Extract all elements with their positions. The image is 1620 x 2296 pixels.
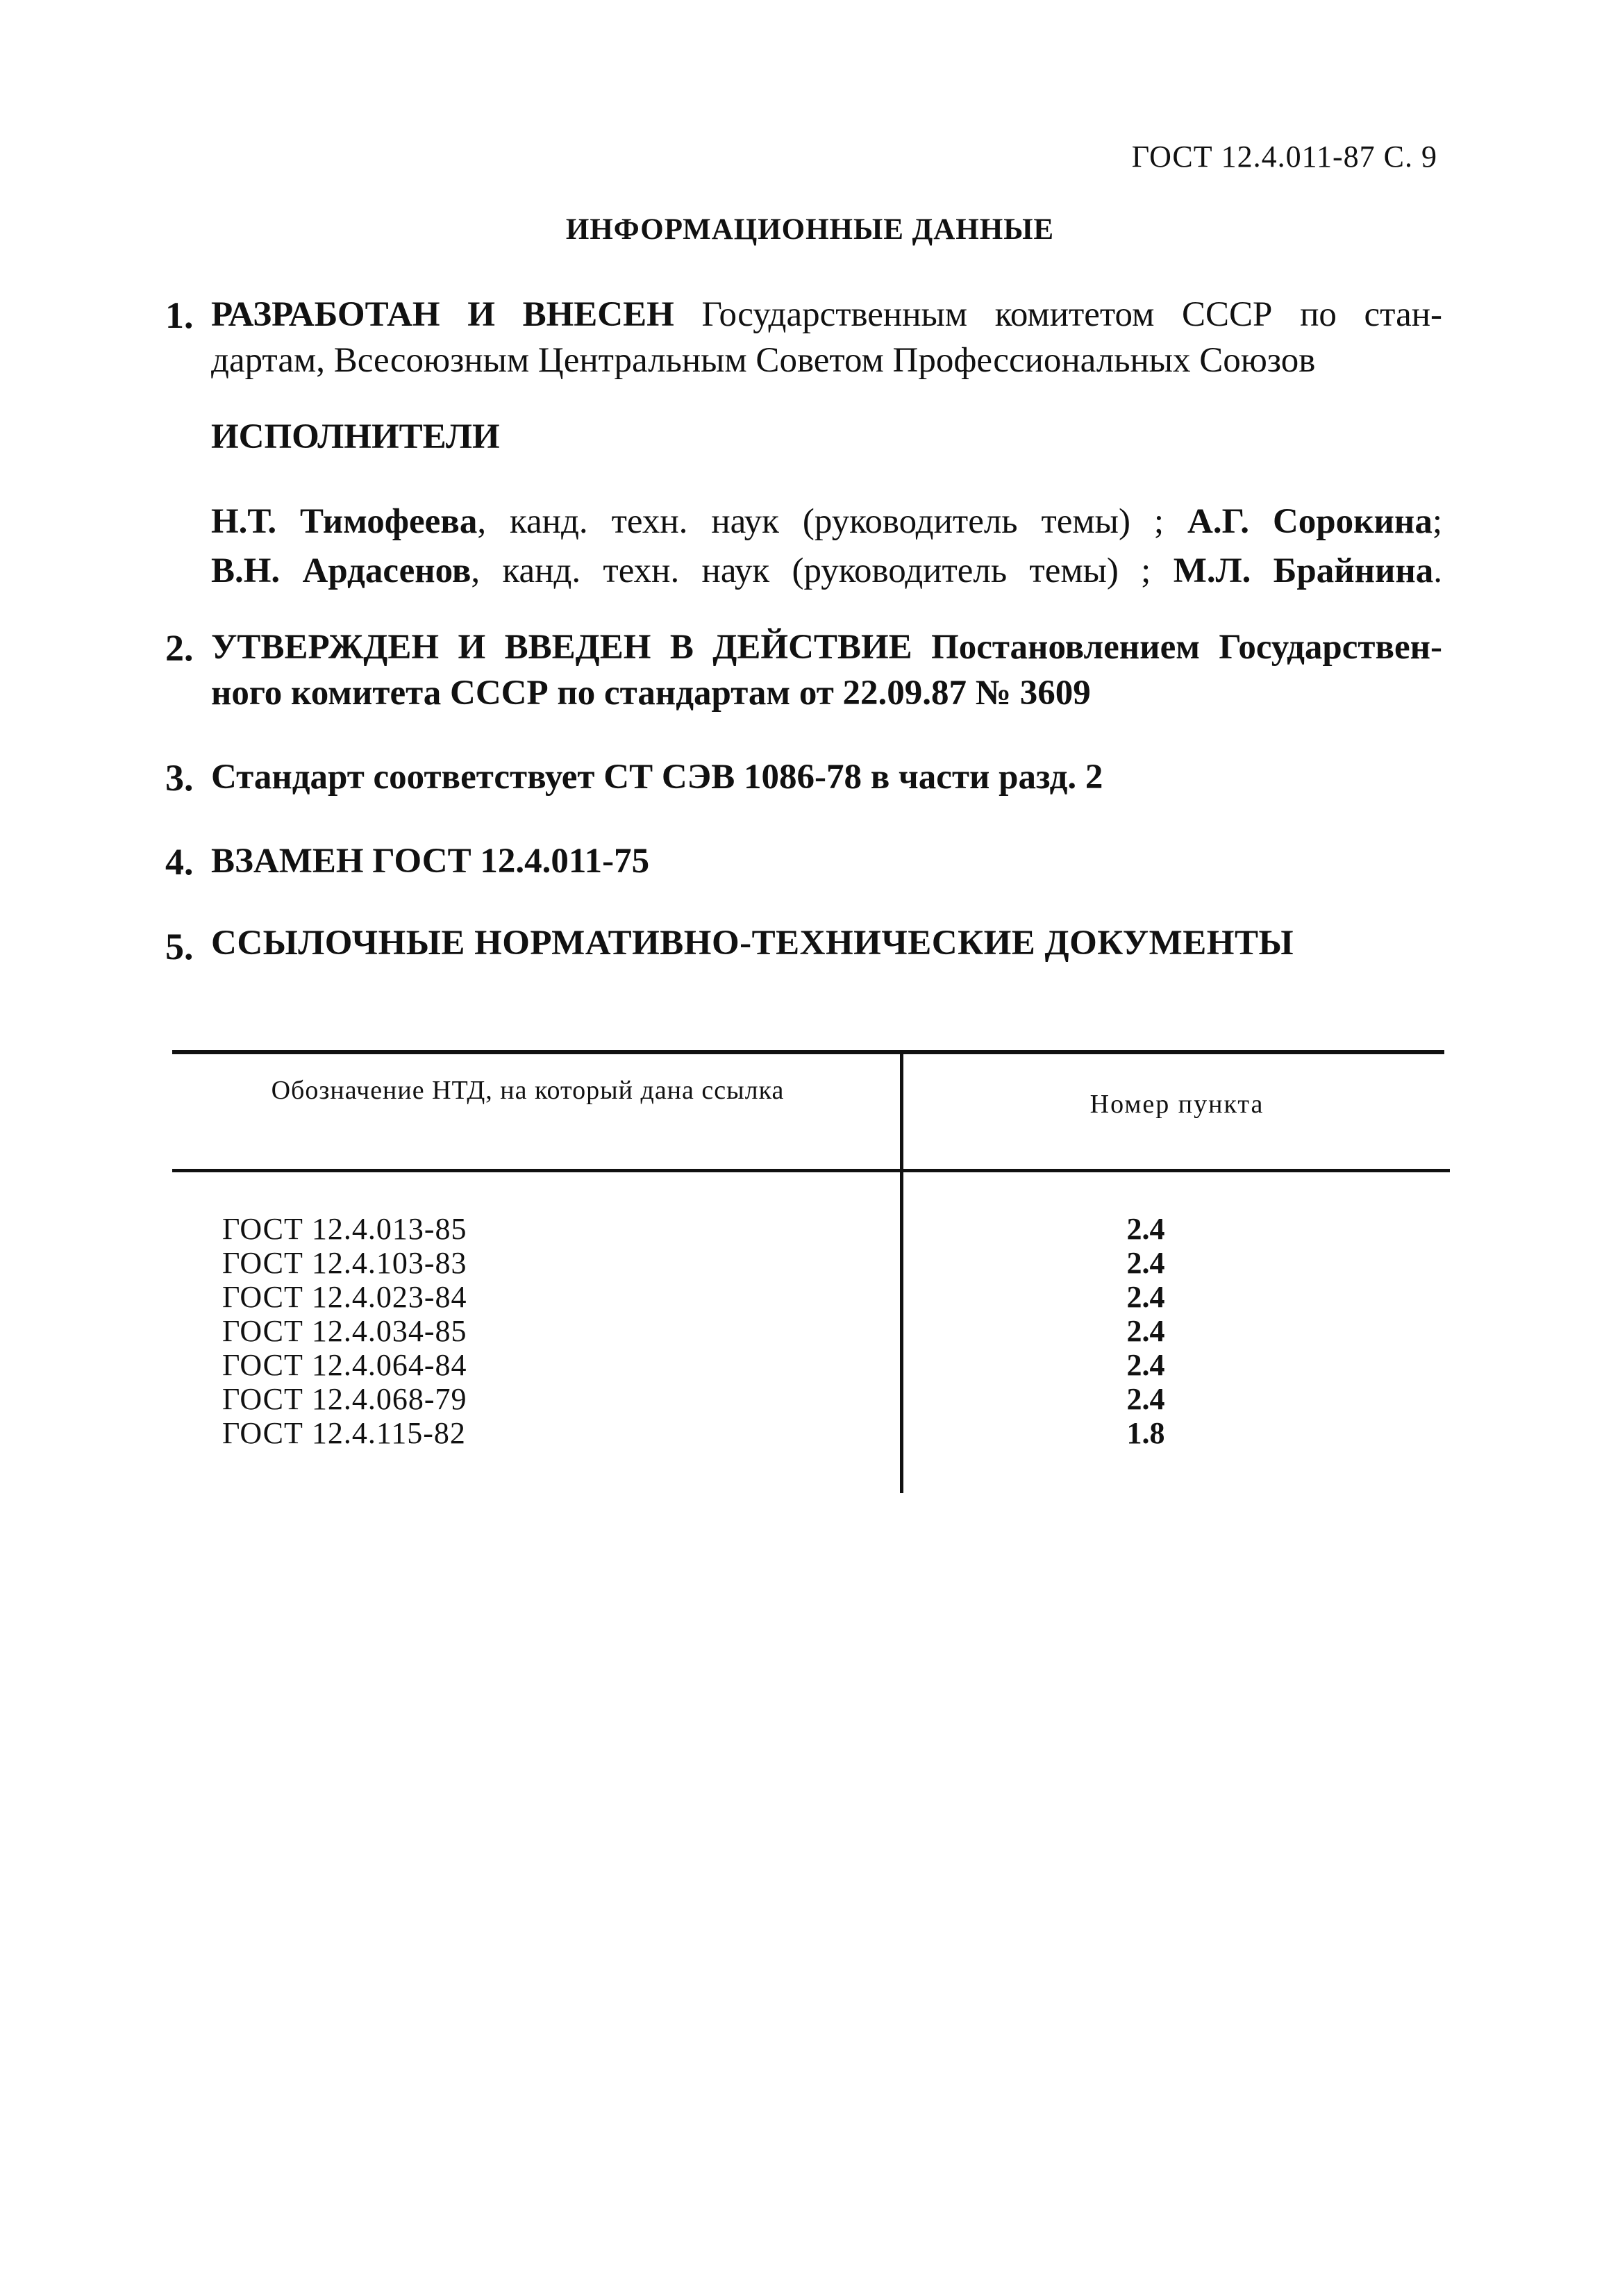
table-cell-clause: 2.4 <box>1126 1382 1165 1416</box>
item-4-text: ВЗАМЕН ГОСТ 12.4.011-75 <box>211 842 650 881</box>
item-2-line-1-rest: Постановлением Государствен- <box>912 628 1442 667</box>
table-header-rule <box>172 1169 1450 1172</box>
item-5-text: ССЫЛОЧНЫЕ НОРМАТИВНО-ТЕХНИЧЕСКИЕ ДОКУМЕНТЫ <box>211 924 1294 963</box>
executor-role-3: , канд. техн. наук (руководитель темы) ; <box>471 551 1174 590</box>
table-cell-clause: 2.4 <box>1126 1314 1165 1348</box>
table-cell-clause: 2.4 <box>1126 1280 1165 1314</box>
table-row <box>0 1314 1620 1348</box>
table-top-rule <box>172 1050 1444 1054</box>
item-1-line-1-rest: Государственным комитетом СССР по стан- <box>674 295 1442 334</box>
item-4-number: 4. <box>165 841 194 883</box>
executor-name-3: В.Н. Ардасенов <box>211 551 471 590</box>
table-header-clause: Номер пункта <box>1089 1090 1264 1119</box>
item-3-text: Стандарт соответствует СТ СЭВ 1086-78 в части разд. 2 <box>211 758 1103 797</box>
item-1-line-1 <box>211 292 1442 338</box>
item-5-number: 5. <box>165 926 194 967</box>
document-title: ИНФОРМАЦИОННЫЕ ДАННЫЕ <box>565 213 1055 246</box>
item-2-bold: УТВЕРЖДЕН И ВВЕДЕН В ДЕЙСТВИЕ <box>211 628 912 667</box>
executor-name-4: М.Л. Брайнина <box>1173 551 1434 590</box>
table-body <box>0 1212 1620 1450</box>
table-cell-clause: 2.4 <box>1126 1348 1165 1382</box>
table-cell-document: ГОСТ 12.4.068-79 <box>222 1382 467 1416</box>
executor-role-1: , канд. техн. наук (руководитель темы) ; <box>477 502 1187 541</box>
item-1-bold: РАЗРАБОТАН И ВНЕСЕН <box>211 295 674 334</box>
executor-name-2: А.Г. Сорокина <box>1187 502 1433 541</box>
item-2-text <box>211 624 1442 716</box>
executors-line-2: В.Н. Ардасенов, канд. техн. наук (руководитель темы) ; М.Л. Брайнина. <box>211 551 1443 590</box>
executor-name-1: Н.Т. Тимофеева <box>211 502 478 541</box>
item-1-line-2: дартам, Всесоюзным Центральным Советом Профессиональных Союзов <box>211 341 1316 380</box>
table-cell-document: ГОСТ 12.4.115-82 <box>222 1416 466 1450</box>
table-cell-clause: 2.4 <box>1126 1212 1165 1246</box>
item-2-number: 2. <box>165 627 194 669</box>
item-1-text <box>211 292 1442 383</box>
executors-line-1: Н.Т. Тимофеева, канд. техн. наук (руководитель темы) ; А.Г. Сорокина; <box>211 502 1442 541</box>
item-1-number: 1. <box>165 294 194 336</box>
item-3-number: 3. <box>165 757 194 799</box>
table-row <box>0 1212 1620 1246</box>
table-cell-clause: 2.4 <box>1126 1246 1165 1280</box>
page-header: ГОСТ 12.4.011-87 С. 9 <box>1131 140 1437 174</box>
table-cell-document: ГОСТ 12.4.013-85 <box>222 1212 467 1246</box>
table-cell-document: ГОСТ 12.4.103-83 <box>222 1246 467 1280</box>
table-cell-document: ГОСТ 12.4.023-84 <box>222 1280 467 1314</box>
table-cell-document: ГОСТ 12.4.034-85 <box>222 1314 467 1348</box>
table-row <box>0 1382 1620 1416</box>
table-row <box>0 1416 1620 1450</box>
table-row <box>0 1280 1620 1314</box>
table-header-document: Обозначение НТД, на который дана ссылка <box>271 1076 785 1105</box>
table-row <box>0 1246 1620 1280</box>
table-cell-document: ГОСТ 12.4.064-84 <box>222 1348 467 1382</box>
table-row <box>0 1348 1620 1382</box>
item-2-line-2: ного комитета СССР по стандартам от 22.09.87 № 3609 <box>211 674 1091 713</box>
executors-heading: ИСПОЛНИТЕЛИ <box>211 417 500 456</box>
table-cell-clause: 1.8 <box>1126 1416 1165 1450</box>
item-2-line-1 <box>211 624 1442 670</box>
